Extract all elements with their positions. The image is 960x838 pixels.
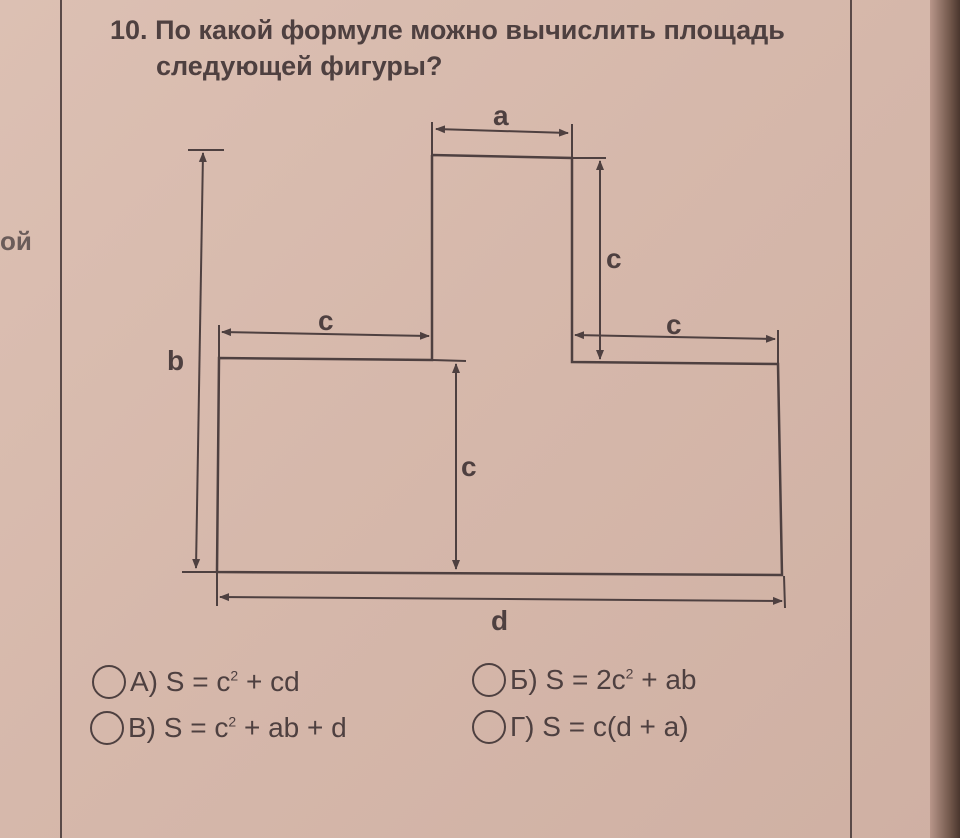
- answer-letter: Г): [510, 711, 535, 742]
- answer-formula: S = c(d + a): [542, 711, 689, 742]
- answer-letter: Б): [510, 664, 538, 695]
- neighbor-page-text: ой: [0, 226, 32, 256]
- radio-circle[interactable]: [472, 663, 506, 697]
- answer-formula: $S = c^2$ + cd: [165, 666, 300, 697]
- answer-option-b[interactable]: [472, 663, 697, 697]
- answer-letter: В): [128, 712, 156, 743]
- answer-formula: $S = c^2$ + ab + d: [163, 712, 347, 743]
- label-d: d: [491, 605, 509, 636]
- answer-formula: $S = 2c^2$ + ab: [545, 664, 697, 695]
- question-number: 10.: [110, 15, 148, 45]
- label-c-left: c: [318, 305, 334, 336]
- label-b: b: [167, 345, 185, 376]
- answer-option-a[interactable]: [92, 665, 300, 699]
- question-line-2: следующей фигуры?: [156, 51, 443, 81]
- question-line-1: По какой формуле можно вычислить площадь: [155, 15, 785, 45]
- label-c-top: c: [606, 243, 622, 274]
- answer-letter: А): [130, 666, 158, 697]
- label-c-middle: c: [461, 451, 477, 482]
- label-a: a: [493, 100, 509, 131]
- radio-circle[interactable]: [92, 665, 126, 699]
- answer-option-g[interactable]: [472, 710, 689, 744]
- radio-circle[interactable]: [90, 711, 124, 745]
- radio-circle[interactable]: [472, 710, 506, 744]
- label-c-right: c: [666, 309, 682, 340]
- answer-option-v[interactable]: [90, 711, 347, 745]
